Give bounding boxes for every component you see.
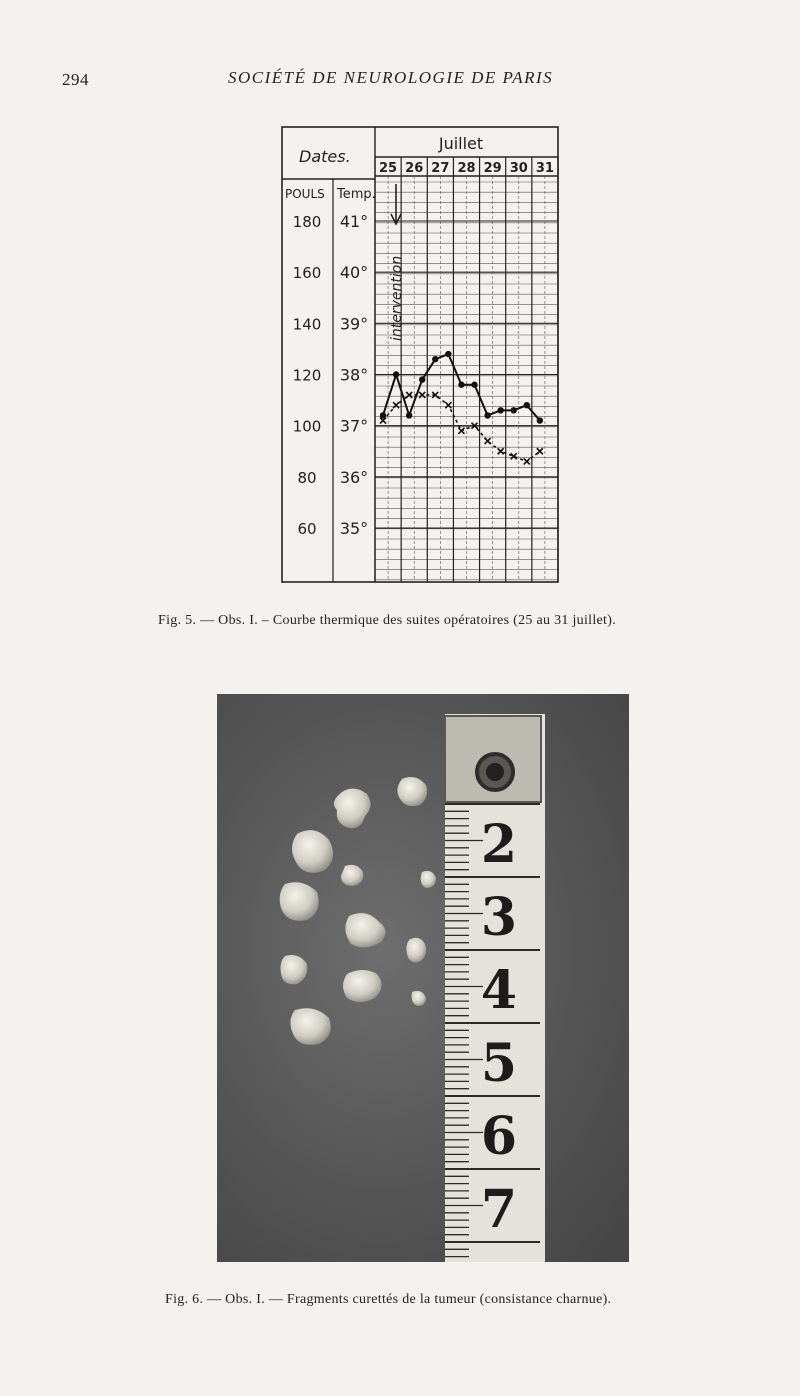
date-label: 25 [379, 161, 398, 176]
temp-tick-label: 36° [339, 467, 369, 487]
fragment [341, 865, 363, 886]
temperature-point [524, 402, 530, 408]
fragment [406, 938, 426, 963]
tape-number: 7 [480, 1179, 518, 1240]
chart-grid [375, 157, 558, 582]
dates-label: Dates. [299, 147, 351, 166]
pulse-point [537, 448, 543, 454]
temperature-point [458, 382, 464, 388]
temperature-point [471, 382, 477, 388]
date-label: 28 [457, 161, 476, 176]
fragment [281, 955, 308, 984]
fragment [334, 788, 371, 828]
pouls-label: POULS [285, 187, 325, 201]
temp-tick-label: 38° [339, 365, 369, 385]
temp-tick-label: 35° [339, 519, 369, 538]
temperature-point [484, 412, 490, 418]
pouls-tick-label: 120 [292, 366, 322, 385]
pouls-tick-labels [293, 213, 322, 538]
tape-number: 3 [480, 887, 518, 948]
tape-number: 4 [480, 960, 518, 1021]
temp-tick-label: 39° [339, 314, 369, 334]
pouls-tick-label: 60 [297, 520, 317, 538]
fragment [412, 991, 426, 1006]
figure-6-caption: Fig. 6. — Obs. I. — Fragments curettés de la tumeur (consistance charnue). [165, 1292, 612, 1307]
temperature-point [432, 356, 438, 362]
temp-tick-label: 41° [339, 212, 369, 231]
date-label: 30 [509, 161, 528, 176]
fragment [345, 913, 385, 947]
date-labels [379, 161, 554, 176]
tape-number: 2 [480, 814, 518, 875]
fragments-photograph [217, 694, 629, 1262]
date-label: 26 [405, 161, 424, 176]
fragment [290, 1008, 330, 1045]
page-number: 294 [62, 70, 89, 89]
tape-measure [445, 714, 545, 1262]
intervention-arrow [391, 184, 401, 224]
pulse-point [485, 438, 491, 444]
intervention-label: intervention [389, 255, 405, 341]
tape-number: 6 [480, 1106, 518, 1167]
temperature-point [393, 371, 399, 377]
fragment [343, 970, 382, 1002]
pulse-point [419, 392, 425, 398]
temp-tick-label: 40° [339, 263, 369, 283]
pouls-tick-label: 80 [297, 468, 317, 487]
fragment [280, 882, 319, 921]
date-label: 27 [431, 161, 450, 176]
pouls-tick-label: 180 [292, 213, 322, 231]
temperature-point [511, 407, 517, 413]
temperature-point [445, 351, 451, 357]
fragment [421, 871, 436, 888]
temperature-point [406, 412, 412, 418]
date-label: 29 [483, 161, 502, 176]
temp-tick-label: 37° [339, 416, 369, 436]
month-label: Juillet [438, 134, 484, 153]
pouls-tick-label: 140 [292, 315, 322, 334]
temperature-point [537, 417, 543, 423]
temp-tick-labels [340, 212, 368, 538]
temperature-point [419, 376, 425, 382]
date-label: 31 [535, 161, 554, 176]
fragment [292, 830, 333, 873]
running-title: SOCIÉTÉ DE NEUROLOGIE DE PARIS [228, 68, 554, 87]
pouls-tick-label: 100 [292, 417, 322, 436]
pulse-point [498, 448, 504, 454]
pulse-point [524, 458, 530, 464]
pulse-point [445, 402, 451, 408]
tape-number: 5 [480, 1033, 518, 1094]
temperature-chart [281, 126, 561, 584]
fragment [397, 777, 427, 806]
temp-label: Temp. [337, 187, 376, 202]
pouls-tick-label: 160 [292, 264, 322, 283]
figure-5-caption: Fig. 5. — Obs. I. – Courbe thermique des suites opératoires (25 au 31 juillet). [158, 613, 617, 628]
tumour-fragments [280, 777, 436, 1045]
temperature-point [497, 407, 503, 413]
pulse-point [393, 402, 399, 408]
